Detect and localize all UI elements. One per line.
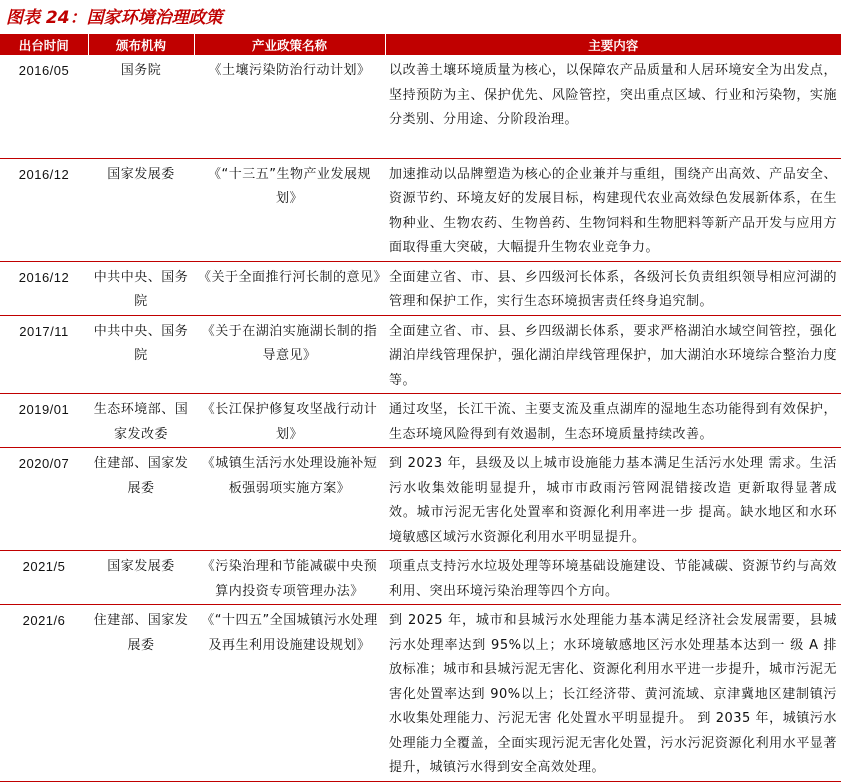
- row-date: 2019/01: [0, 394, 88, 448]
- table-row: [0, 394, 841, 448]
- row-content: 到 2025 年，城市和县城污水处理能力基本满足经济社会发展需要，县城污水处理率达到 95%以上；水环境敏感地区污水处理基本达到一 级 A 排放标准；城市和县城污泥无害化、资源化利用水平进一步提升，城市污泥无害化处置率达到 90%以上；长江经济带、黄河流域、京津冀地区建制镇污水收集处理能力、污泥无害 化处置水平明显提升。 到 2035 年，城镇污水处理能力全覆盖，全面实现污泥无害化处置，污水污泥资源化利用水平显著提升，城镇污水得到安全高效处理。: [385, 605, 841, 782]
- row-agency: 国家发展委: [88, 551, 194, 605]
- table-header-row: [0, 34, 841, 55]
- header-content: 主要内容: [385, 34, 841, 55]
- row-policy: 《关于全面推行河长制的意见》: [194, 261, 385, 315]
- row-policy: 《土壤污染防治行动计划》: [194, 55, 385, 158]
- header-date: 出台时间: [0, 34, 88, 55]
- table-row: [0, 448, 841, 551]
- row-policy: 《城镇生活污水处理设施补短板强弱项实施方案》: [194, 448, 385, 551]
- row-content: 到 2023 年，县级及以上城市设施能力基本满足生活污水处理 需求。生活污水收集效能明显提升，城市市政雨污管网混错接改造 更新取得显著成效。城市污泥无害化处置率和资源化利用率进一步 提高。缺水地区和水环境敏感区域污水资源化利用水平明显提升。: [385, 448, 841, 551]
- table-row: [0, 605, 841, 782]
- row-agency: 中共中央、国务院: [88, 315, 194, 394]
- row-date: 2021/5: [0, 551, 88, 605]
- row-date: 2016/12: [0, 261, 88, 315]
- header-agency: 颁布机构: [88, 34, 194, 55]
- table-row: [0, 315, 841, 394]
- row-policy: 《“十三五”生物产业发展规划》: [194, 158, 385, 261]
- row-content: 全面建立省、市、县、乡四级湖长体系，要求严格湖泊水域空间管控，强化湖泊岸线管理保护，强化湖泊岸线管理保护，加大湖泊水环境综合整治力度等。: [385, 315, 841, 394]
- row-content: 通过攻坚，长江干流、主要支流及重点湖库的湿地生态功能得到有效保护，生态环境风险得到有效遏制，生态环境质量持续改善。: [385, 394, 841, 448]
- row-date: 2021/6: [0, 605, 88, 782]
- table-row: [0, 551, 841, 605]
- table-row: [0, 55, 841, 158]
- table-row: [0, 158, 841, 261]
- row-date: 2020/07: [0, 448, 88, 551]
- row-content: 项重点支持污水垃圾处理等环境基础设施建设、节能减碳、资源节约与高效利用、突出环境污染治理等四个方向。: [385, 551, 841, 605]
- row-policy: 《污染治理和节能减碳中央预算内投资专项管理办法》: [194, 551, 385, 605]
- row-agency: 生态环境部、国家发改委: [88, 394, 194, 448]
- header-policy: 产业政策名称: [194, 34, 385, 55]
- row-agency: 住建部、国家发展委: [88, 448, 194, 551]
- policy-table: [0, 34, 841, 782]
- table-row: [0, 261, 841, 315]
- row-agency: 国务院: [88, 55, 194, 158]
- row-agency: 国家发展委: [88, 158, 194, 261]
- row-content: 全面建立省、市、县、乡四级河长体系，各级河长负责组织领导相应河湖的管理和保护工作，实行生态环境损害责任终身追究制。: [385, 261, 841, 315]
- row-agency: 住建部、国家发展委: [88, 605, 194, 782]
- row-date: 2017/11: [0, 315, 88, 394]
- row-date: 2016/05: [0, 55, 88, 158]
- row-policy: 《长江保护修复攻坚战行动计划》: [194, 394, 385, 448]
- row-policy: 《关于在湖泊实施湖长制的指导意见》: [194, 315, 385, 394]
- row-policy: 《“十四五”全国城镇污水处理及再生利用设施建设规划》: [194, 605, 385, 782]
- row-content: 加速推动以品牌塑造为核心的企业兼并与重组，围绕产出高效、产品安全、资源节约、环境友好的发展目标，构建现代农业高效绿色发展新体系，在生物种业、生物农药、生物兽药、生物饲料和生物肥料等新产品开发与应用方面取得重大突破，大幅提升生物农业竞争力。: [385, 158, 841, 261]
- row-agency: 中共中央、国务院: [88, 261, 194, 315]
- row-date: 2016/12: [0, 158, 88, 261]
- row-content: 以改善土壤环境质量为核心，以保障农产品质量和人居环境安全为出发点，坚持预防为主、保护优先、风险管控，突出重点区域、行业和污染物，实施分类别、分用途、分阶段治理。: [385, 55, 841, 158]
- figure-title: 图表 24：国家环境治理政策: [6, 8, 223, 28]
